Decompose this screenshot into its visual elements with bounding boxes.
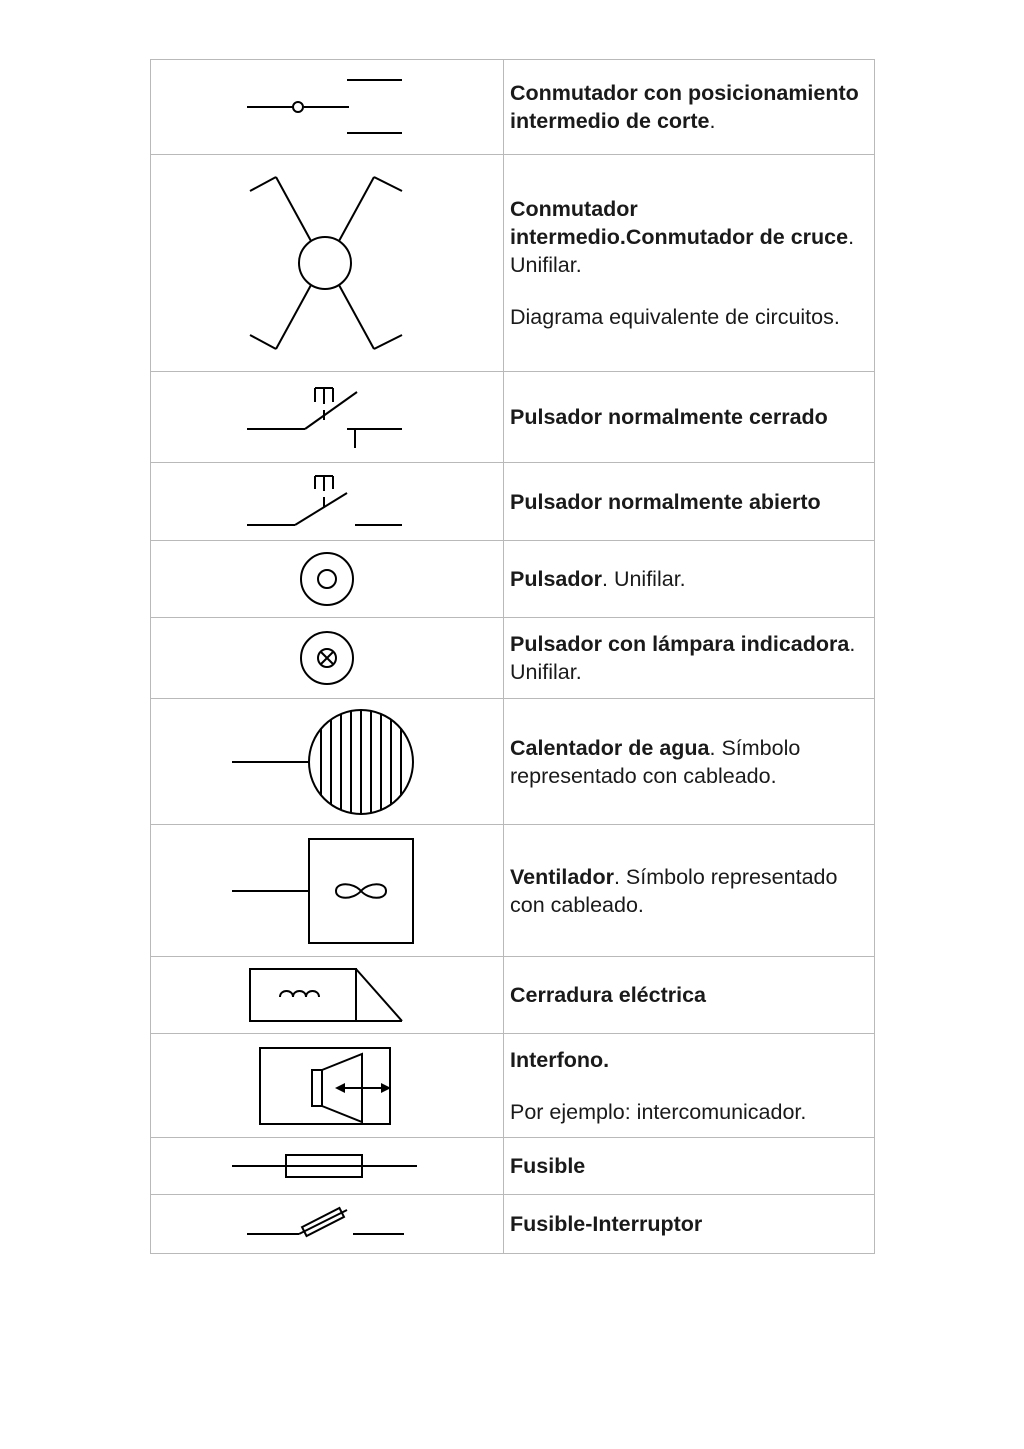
description-cell: [504, 957, 875, 1034]
symbol-name: Ventilador: [510, 864, 614, 889]
symbol-cell: [151, 1034, 504, 1138]
cross-switch-icon: [247, 171, 407, 355]
symbol-name: Fusible-Interruptor: [510, 1212, 703, 1236]
water-heater-icon: [232, 707, 422, 817]
symbol-note: . Unifilar.: [510, 632, 856, 684]
symbol-cell: [151, 463, 504, 541]
symbol-cell: [151, 155, 504, 372]
symbol-name: Pulsador con lámpara indicadora: [510, 632, 850, 656]
table-row: [151, 155, 875, 372]
symbol-cell: [151, 618, 504, 699]
symbol-name: Conmutador intermedio.Conmutador de cruce: [510, 197, 849, 249]
table-row: [151, 60, 875, 155]
fuse-switch-icon: [247, 1204, 407, 1244]
description-cell: [504, 463, 875, 541]
description-cell: [504, 1138, 875, 1195]
symbol-extra: Por ejemplo: intercomunicador.: [510, 1099, 807, 1124]
symbols-table: [150, 59, 875, 1254]
symbol-name: Interfono.: [510, 1047, 610, 1072]
fan-icon: [232, 836, 422, 946]
description-cell: [504, 699, 875, 825]
symbol-name: Pulsador normalmente abierto: [510, 489, 821, 514]
table-row: [151, 825, 875, 957]
fuse-icon: [232, 1151, 422, 1181]
table-row: [151, 1195, 875, 1254]
table-row: [151, 618, 875, 699]
symbol-cell: [151, 60, 504, 155]
symbol-note: . Símbolo representado con cableado.: [510, 864, 838, 917]
electric-lock-icon: [247, 966, 407, 1024]
description-cell: [504, 155, 875, 372]
table-row: [151, 699, 875, 825]
table-row: [151, 372, 875, 463]
description-cell: [504, 618, 875, 699]
symbol-note: . Unifilar.: [510, 225, 855, 277]
table-row: [151, 1034, 875, 1138]
description-cell: [504, 541, 875, 618]
intercom-icon: [257, 1044, 397, 1128]
symbol-extra: Diagrama equivalente de circuitos.: [510, 305, 840, 329]
table-row: [151, 463, 875, 541]
symbol-name: Calentador de agua: [510, 735, 710, 760]
intermediate-cut-switch-icon: [247, 72, 407, 142]
description-cell: [504, 825, 875, 957]
description-cell: [504, 1195, 875, 1254]
symbol-cell: [151, 699, 504, 825]
push-button-lamp-icon: [297, 628, 357, 688]
symbol-cell: [151, 957, 504, 1034]
symbol-cell: [151, 372, 504, 463]
symbol-note: .: [709, 109, 716, 133]
symbol-note: . Unifilar.: [602, 567, 686, 591]
table-row: [151, 957, 875, 1034]
description-cell: [504, 1034, 875, 1138]
symbol-cell: [151, 1138, 504, 1195]
symbol-name: Cerradura eléctrica: [510, 983, 706, 1007]
description-cell: [504, 60, 875, 155]
symbol-cell: [151, 825, 504, 957]
description-cell: [504, 372, 875, 463]
push-button-icon: [297, 549, 357, 609]
symbol-name: Pulsador: [510, 567, 602, 591]
table-row: [151, 1138, 875, 1195]
symbol-note: . Símbolo representado con cableado.: [510, 735, 801, 788]
symbol-name: Pulsador normalmente cerrado: [510, 405, 828, 429]
symbol-cell: [151, 1195, 504, 1254]
table-row: [151, 541, 875, 618]
push-button-nc-icon: [247, 380, 407, 454]
symbol-cell: [151, 541, 504, 618]
symbol-name: Conmutador con posicionamiento intermedio de corte: [510, 81, 859, 133]
symbol-name: Fusible: [510, 1154, 586, 1178]
push-button-no-icon: [247, 471, 407, 533]
